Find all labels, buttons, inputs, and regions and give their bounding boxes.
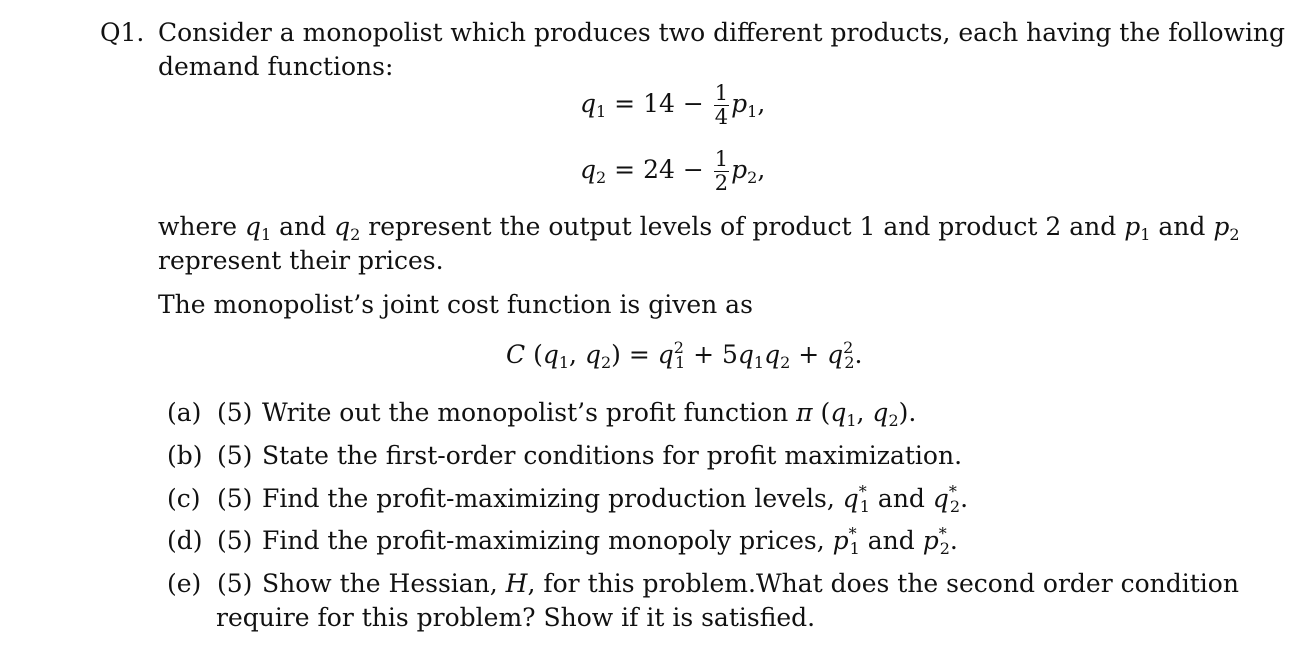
- fraction-one-half: $\frac{1}{2}$: [714, 147, 729, 195]
- cost-function-equation: C ($q_1$, $q_2) = q^2_1 + 5q_1q_2 + q^2_2$.: [506, 338, 863, 372]
- fraction-one-quarter: $\frac{1}{4}$: [714, 81, 729, 129]
- demand-equation-1: $q_1 = 14$ − $\frac{1}{4}$ $p_1$,: [580, 81, 766, 129]
- demand-equation-2: $q_2 = 24$ − $\frac{1}{2}$ $p_2$,: [580, 147, 766, 195]
- variables-description-line-2: represent their prices.: [158, 246, 444, 275]
- intro-line-1: Consider a monopolist which produces two different products, each having the following: [158, 18, 1286, 47]
- intro-line-2: demand functions:: [158, 52, 394, 81]
- question-label: Q1.: [100, 18, 145, 47]
- variables-description-line-1: where $q_1$ and $q_2$ represent the output levels of product 1 and product 2 and $p_1$ and $p_2$: [158, 212, 1240, 244]
- cost-intro: The monopolist’s joint cost function is given as: [158, 290, 753, 319]
- document-page: Q1. Consider a monopolist which produces two different products, each having the following demand functions: $q_1 = 14$ − $\frac{1}{4}$ $p_1$, $q_2 = 24$ − $\frac{1}{2}$ $p_2$, where $q_1$ and $q_2$ represent the output levels of product 1 and product 2 and $p_1$ and $p_2$ represent their prices. The monopolist’s joint cost function is given as C ($q_1$, $q_2) = q^2_1 + 5q_1q_2 + q^2_2$. (a) (5) Write out the monopolist’s profit function π ($q_1$, $q_2$). (b) (5) State the first-order conditions for profit maximization. (c) (5) Find the profit-maximizing production levels, $q^*_1$ and $q^*_2$. (d) (5) Find the profit-maximizing monopoly prices, $p^*_1$ and $p^*_2$. (e) (5) Show the Hessian, H, for this problem.What does the second order condition require for this problem? Show if it is satisfied.: [100, 18, 1286, 632]
- part-e-line-2: require for this problem? Show if it is satisfied.: [216, 603, 816, 632]
